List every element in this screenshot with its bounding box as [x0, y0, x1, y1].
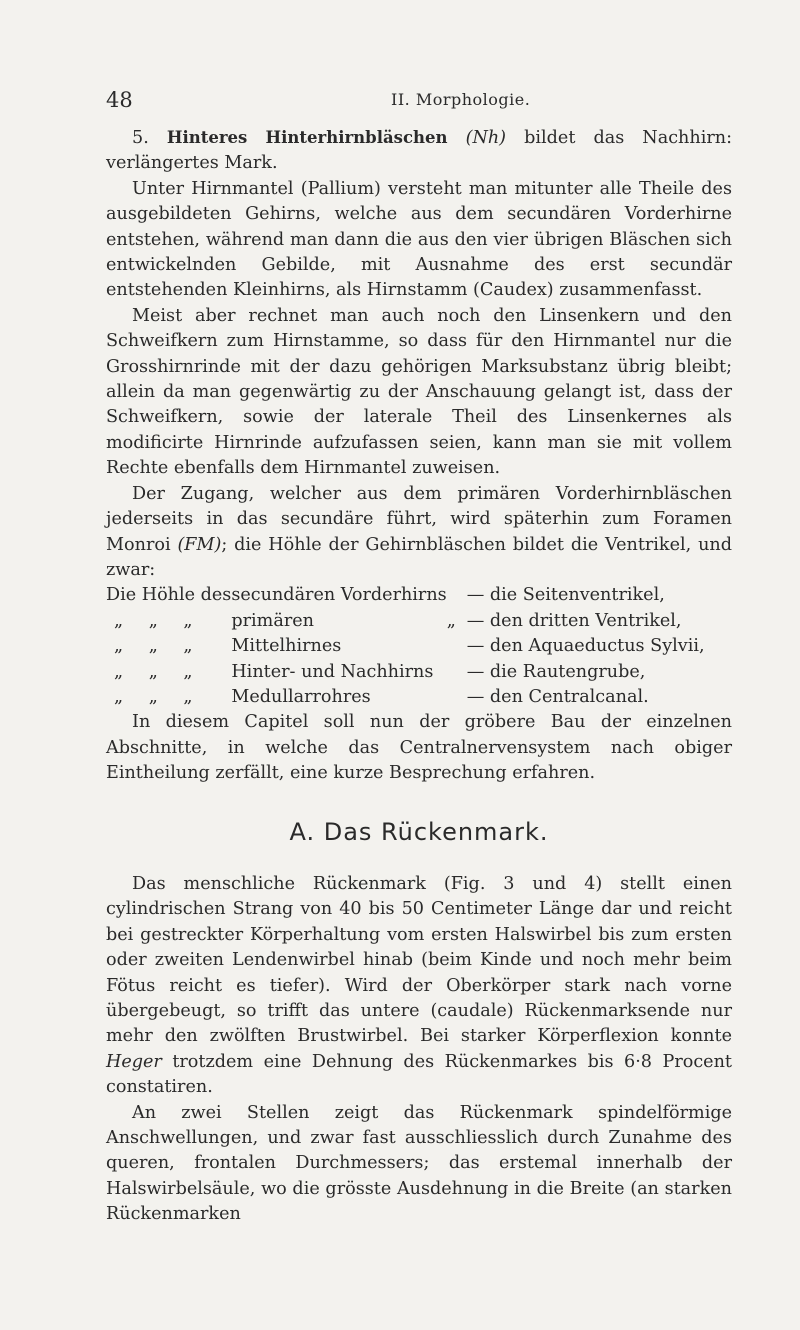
author-name: Heger [106, 1051, 162, 1072]
row-ditto: „ „ „ [114, 610, 203, 631]
row-ditto-mark [447, 660, 467, 685]
paragraph-text: bildet das Nachhirn: verlängertes Mark. [106, 128, 733, 174]
paragraph-text: Der Zugang, welcher aus dem primären Vorderhirnbläschen jederseits in das secundäre führt, wird späterhin zum Foramen Monroi [106, 483, 732, 555]
paragraph-text: trotzdem eine Dehnung des Rückenmarkes bis 6·8 Procent constatiren. [106, 1051, 732, 1098]
row-result [467, 634, 705, 659]
row-result [467, 583, 705, 608]
paragraph-linsenkern: Meist aber rechnet man auch noch den Linsenkern und den Schweifkern zum Hirnstamme, so dass für den Hirnmantel nur die Grosshirnrinde mit der dazu gehörigen Marksubstanz übrig bleibt; allein da man gegenwärtig zu der Anschauung gelangt ist, dass der Schweifkern, sowie der laterale Theil des Linsenkernes als modificirte Hirnrinde aufzufassen seien, kann man sie mit vollem Rechte ebenfalls dem Hirnmantel zuweisen. [106, 305, 732, 479]
paragraph-nachhirn [106, 125, 732, 177]
row-ditto-mark [447, 685, 467, 710]
row-lead: Die Höhle des [106, 585, 232, 606]
row-ditto: „ „ „ [114, 686, 203, 707]
result-text: die Seitenventrikel, [489, 585, 665, 606]
row-result [467, 660, 705, 685]
table-row [106, 634, 705, 659]
row-ditto-mark [447, 634, 467, 659]
paragraph-rueckenmark [106, 872, 732, 1101]
row-region: Mittelhirnes [231, 636, 342, 657]
paragraph-text: ; die Höhle der Gehirnbläschen bildet die Ventrikel, und zwar: [106, 534, 732, 580]
page-body [106, 125, 732, 1228]
paragraph-anschwellungen: An zwei Stellen zeigt das Rückenmark spindelförmige Anschwellungen, und zwar fast ausschliesslich durch Zunahme des queren, frontalen Durchmessers; das erstemal innerhalb der Halswirbelsäule, wo die grösste Ausdehnung in die Breite (an starken Rückenmarken [106, 1102, 732, 1225]
paragraph-zugang [106, 482, 732, 584]
result-text: die Rautengrube, [489, 661, 646, 682]
row-result [467, 609, 705, 634]
row-ditto-mark: „ [446, 610, 456, 631]
paragraph-hirnmantel: Unter Hirnmantel (Pallium) versteht man mitunter alle Theile des ausgebildeten Gehirns, welche aus dem secundären Vorderhirne entstehen, während man dann die aus den vier übrigen Bläschen sich entwickelnden Gebilde, mit Ausnahme des erst secundär entstehenden Kleinhirns, als Hirnstamm (Caudex) zusammenfasst. [106, 178, 732, 301]
page-number: 48 [106, 88, 133, 112]
row-region: secundären Vorderhirns [231, 585, 447, 606]
ventricle-table [106, 583, 705, 710]
result-text: den Centralcanal. [489, 686, 649, 707]
result-text: den Aquaeductus Sylvii, [489, 636, 705, 657]
abbreviation-nh: (Nh) [465, 128, 507, 148]
row-region: Hinter- und Nachhirns [231, 661, 434, 682]
row-result [467, 685, 705, 710]
table-row [106, 583, 705, 608]
dash: — [466, 585, 485, 606]
table-row [106, 609, 705, 634]
paragraph-capitel: In diesem Capitel soll nun der gröbere Bau der einzelnen Abschnitte, in welche das Centralnervensystem nach obiger Eintheilung zerfällt, eine kurze Besprechung erfahren. [106, 712, 732, 784]
dash: — [466, 661, 485, 682]
row-ditto: „ „ „ [114, 636, 203, 657]
abbreviation-fm: (FM) [177, 534, 222, 555]
row-region: primären [231, 610, 314, 631]
section-title: A. Das Rückenmark. [289, 817, 549, 846]
dash: — [466, 686, 485, 707]
result-text: den dritten Ventrikel, [489, 610, 682, 631]
table-row [106, 660, 705, 685]
row-region: Medullarrohres [231, 686, 371, 707]
page-header [106, 88, 716, 112]
item-number: 5. [132, 128, 149, 148]
row-ditto-mark [447, 583, 467, 608]
running-head: II. Morphologie. [391, 90, 531, 109]
term-hinteres-hinterhirnblaeschen: Hinteres Hinterhirnbläschen [166, 128, 448, 147]
dash: — [466, 636, 485, 657]
row-ditto: „ „ „ [114, 661, 203, 682]
table-row [106, 685, 705, 710]
paragraph-text: Das menschliche Rückenmark (Fig. 3 und 4) stellt einen cylindrischen Strang von 40 bis 50 Centimeter Länge dar und reicht bei gestreckter Körperhaltung vom ersten Halswirbel bis zum ersten oder zweiten Lendenwirbel hinab (beim Kinde und noch mehr beim Fötus reicht es tiefer). Wird der Oberkörper stark nach vorne übergebeugt, so trifft das untere (caudale) Rückenmarksende nur mehr den zwölften Brustwirbel. Bei starker Körperflexion konnte [106, 873, 732, 1047]
dash: — [466, 610, 485, 631]
